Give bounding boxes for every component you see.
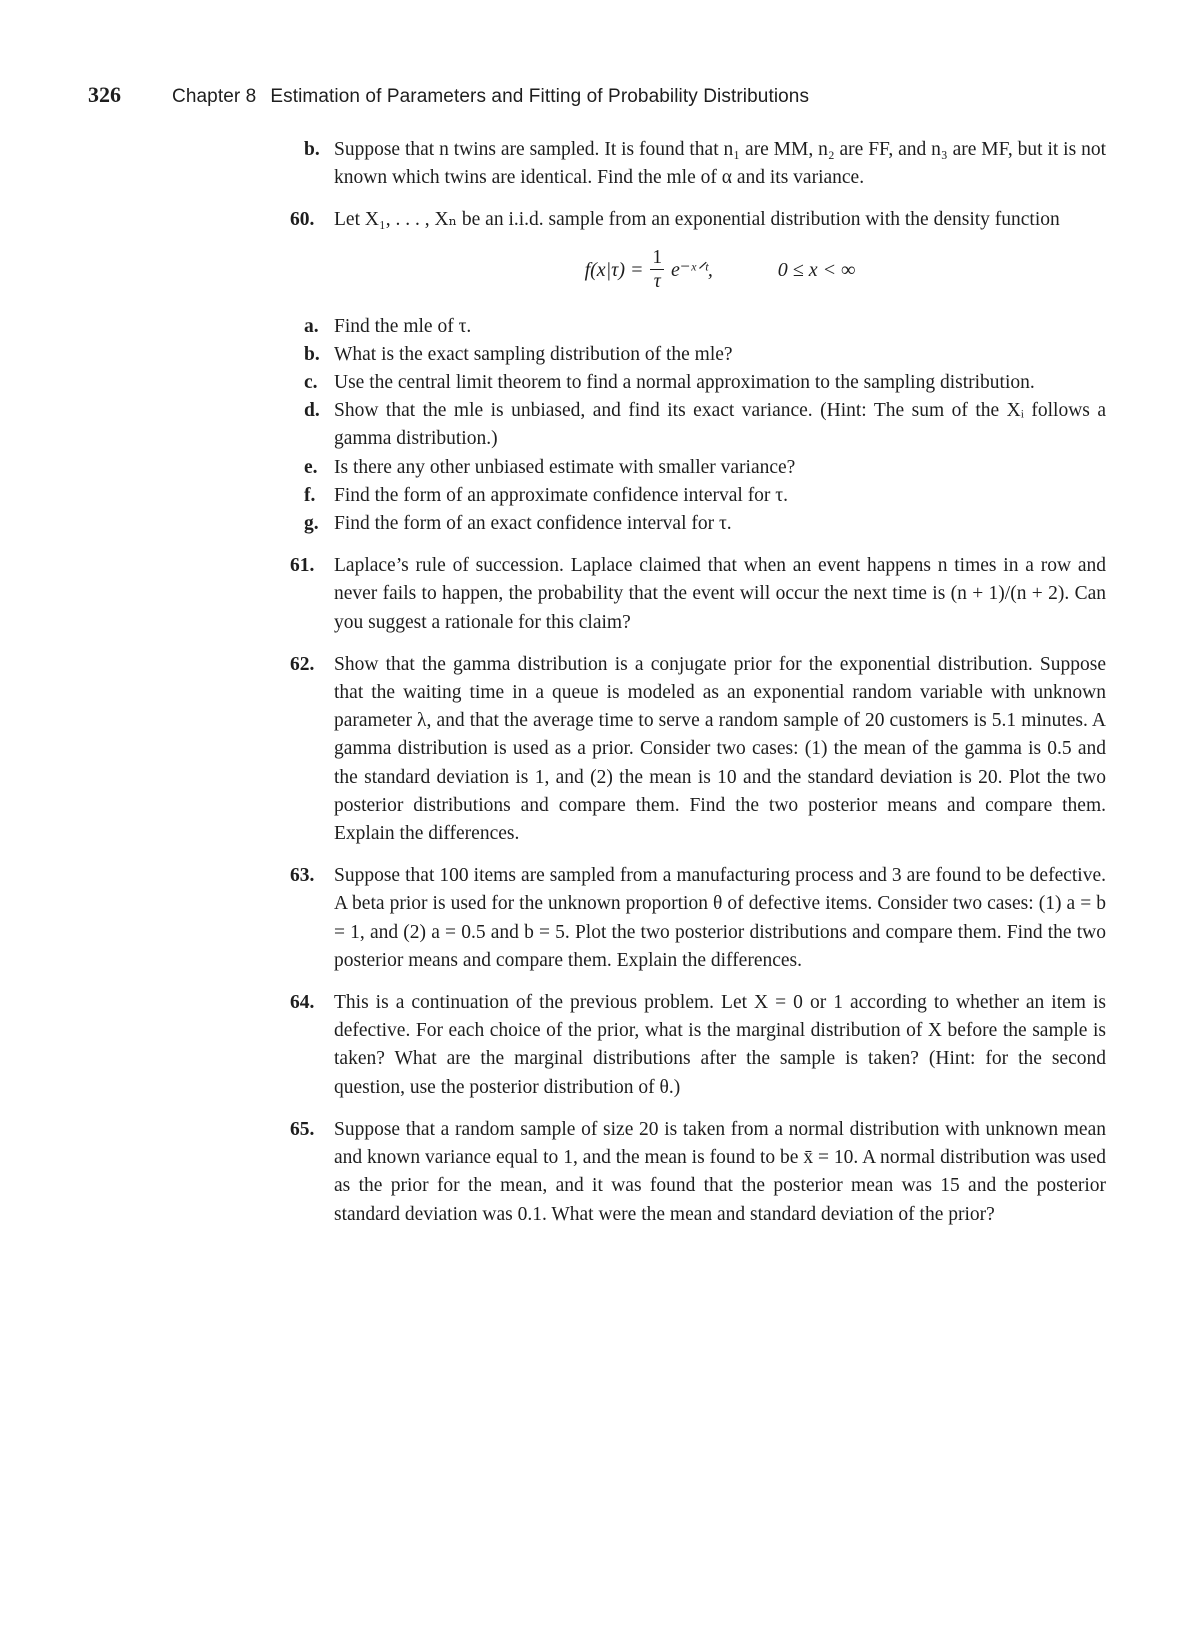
part-text: Is there any other unbiased estimate with smaller variance? [334, 456, 796, 478]
problem-intro: Let X₁, . . . , Xₙ be an i.i.d. sample from an exponential distribution with the density function [334, 209, 1060, 231]
part-label: e. [304, 456, 318, 478]
part-text: Use the central limit theorem to find a normal approximation to the sampling distribution. [334, 372, 1035, 394]
part-label: g. [304, 513, 319, 535]
equation-lhs: f(x|τ) = [584, 259, 644, 281]
part-text: What is the exact sampling distribution of the mle? [334, 343, 733, 365]
equation-range: 0 ≤ x < ∞ [777, 259, 856, 281]
density-equation [334, 247, 1106, 303]
chapter-label: Chapter 8 [172, 86, 257, 107]
problem-63 [290, 862, 1106, 975]
problem-59b [304, 136, 1106, 192]
problem-64 [290, 989, 1106, 1102]
problem-number: 61. [290, 555, 315, 577]
part-text: Suppose that n twins are sampled. It is found that n₁ are MM, n₂ are FF, and n₃ are MF, but it is not known which twins are identical. Find the mle of α and its variance. [334, 139, 1106, 189]
part-label: f. [304, 484, 316, 506]
part-text: Find the mle of τ. [334, 315, 472, 337]
page-body [0, 136, 1200, 1243]
problem-number: 63. [290, 865, 315, 887]
problem-65 [290, 1116, 1106, 1229]
problem-text: Laplace’s rule of succession. Laplace claimed that when an event happens n times in a row and never fails to happen, the probability that the event will occur the next time is (n + 1)/(n + 2). Can you suggest a rationale for this claim? [334, 555, 1106, 633]
problem-62 [290, 651, 1106, 848]
part-text: Show that the mle is unbiased, and find its exact variance. (Hint: The sum of the Xᵢ follows a gamma distribution.) [334, 400, 1106, 450]
part-text: Find the form of an approximate confidence interval for τ. [334, 484, 789, 506]
problem-number: 64. [290, 992, 315, 1014]
running-head [172, 86, 809, 107]
equation-fraction [650, 247, 664, 294]
problem-text: Suppose that 100 items are sampled from a manufacturing process and 3 are found to be defective. A beta prior is used for the unknown proportion θ of defective items. Consider two cases: (1) a = b = 1, and (2) a = 0.5 and b = 5. Plot the two posterior distributions and compare them. Find the two posterior means and compare them. Explain the differences. [334, 865, 1106, 971]
page-number: 326 [88, 82, 121, 107]
equation-denominator: τ [653, 270, 661, 292]
equation-exponential: e⁻ˣᐟᵗ, [671, 259, 713, 281]
part-label: d. [304, 400, 320, 422]
problem-text: Suppose that a random sample of size 20 is taken from a normal distribution with unknown mean and known variance equal to 1, and the mean is found to be x̄ = 10. A normal distribution was used as the prior for the mean, and it was found that the posterior mean was 15 and the posterior standard deviation was 0.1. What were the mean and standard deviation of the prior? [334, 1118, 1106, 1225]
problem-61 [290, 552, 1106, 637]
part-label: b. [304, 139, 320, 160]
part-text: Find the form of an exact confidence interval for τ. [334, 513, 732, 535]
problem-text: Show that the gamma distribution is a conjugate prior for the exponential distribution. Suppose that the waiting time in a queue is modeled as an exponential random variable with unknown parameter λ, and that the average time to serve a random sample of 20 customers is 5.1 minutes. A gamma distribution is used as a prior. Consider two cases: (1) the mean of the gamma is 0.5 and the standard deviation is 1, and (2) the mean is 10 and the standard deviation is 20. Plot the two posterior distributions and compare them. Find the two posterior means and compare them. Explain the differences. [334, 653, 1106, 845]
part-label: c. [304, 372, 318, 394]
problem-number: 60. [290, 209, 315, 231]
page-header [88, 82, 809, 108]
problem-number: 62. [290, 653, 315, 675]
problem-text: This is a continuation of the previous problem. Let X = 0 or 1 according to whether an item is defective. For each choice of the prior, what is the marginal distribution of X before the sample is taken? What are the marginal distributions after the sample is taken? (Hint: for the second question, use the posterior distribution of θ.) [334, 992, 1106, 1098]
part-label: b. [304, 343, 320, 365]
problem-60 [290, 206, 1106, 538]
chapter-title: Estimation of Parameters and Fitting of Probability Distributions [270, 86, 810, 107]
part-label: a. [304, 315, 319, 337]
problem-number: 65. [290, 1118, 315, 1140]
equation-numerator: 1 [652, 246, 663, 268]
